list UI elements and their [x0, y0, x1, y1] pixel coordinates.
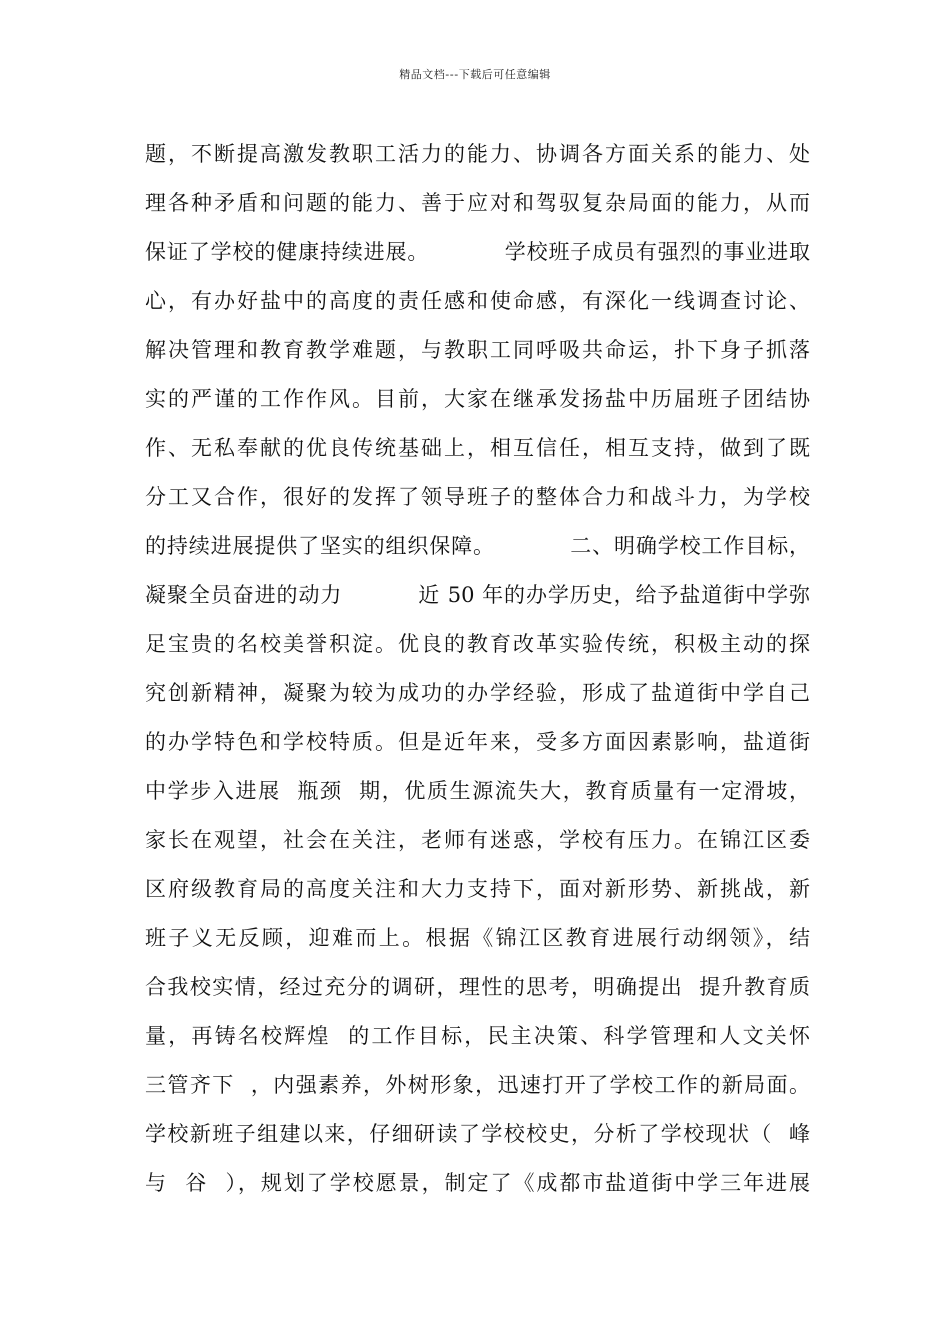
text-line: 理各种矛盾和问题的能力、善于应对和驾驭复杂局面的能力，从而: [145, 191, 810, 215]
text-line: 量，再铸名校辉煌 的工作目标，民主决策、科学管理和人文关怀: [145, 1024, 810, 1048]
text-line: 题，不断提高激发教职工活力的能力、协调各方面关系的能力、处: [145, 142, 810, 166]
text-line: 家长在观望，社会在关注，老师有迷惑，学校有压力。在锦江区委: [145, 828, 810, 852]
text-line: 中学步入进展 瓶颈 期，优质生源流失大，教育质量有一定滑坡，: [145, 779, 810, 803]
text-line: 心，有办好盐中的高度的责任感和使命感，有深化一线调查讨论、: [145, 289, 810, 313]
text-line: 作、无私奉献的优良传统基础上，相互信任，相互支持，做到了既: [145, 436, 810, 460]
text-line: 究创新精神，凝聚为较为成功的办学经验，形成了盐道街中学自己: [145, 681, 810, 705]
text-line: 三管齐下 ，内强素养，外树形象，迅速打开了学校工作的新局面。: [145, 1073, 810, 1097]
text-line: 分工又合作，很好的发挥了领导班子的整体合力和战斗力，为学校: [145, 485, 810, 509]
text-line: 的办学特色和学校特质。但是近年来，受多方面因素影响，盐道街: [145, 730, 810, 754]
text-line: 区府级教育局的高度关注和大力支持下，面对新形势、新挑战，新: [145, 877, 810, 901]
body-text: [145, 130, 810, 1208]
text-line: 的持续进展提供了坚实的组织保障。 二、明确学校工作目标，: [145, 534, 810, 558]
text-line: 学校新班子组建以来，仔细研读了学校校史，分析了学校现状（ 峰: [145, 1122, 810, 1146]
text-line: 与 谷 ），规划了学校愿景，制定了《成都市盐道街中学三年进展: [145, 1171, 810, 1195]
text-line: 保证了学校的健康持续进展。 学校班子成员有强烈的事业进取: [145, 240, 810, 264]
text-line: 凝聚全员奋进的动力 近 50 年的办学历史，给予盐道街中学弥: [145, 583, 810, 607]
text-line: 班子义无反顾，迎难而上。根据《锦江区教育进展行动纲领》，结: [145, 926, 810, 950]
page-header: 精品文档---下载后可任意编辑: [399, 68, 551, 81]
text-line: 合我校实情，经过充分的调研，理性的思考，明确提出 提升教育质: [145, 975, 810, 999]
text-line: 足宝贵的名校美誉积淀。优良的教育改革实验传统，积极主动的探: [145, 632, 810, 656]
text-line: 实的严谨的工作作风。目前，大家在继承发扬盐中历届班子团结协: [145, 387, 810, 411]
text-line: 解决管理和教育教学难题，与教职工同呼吸共命运，扑下身子抓落: [145, 338, 810, 362]
